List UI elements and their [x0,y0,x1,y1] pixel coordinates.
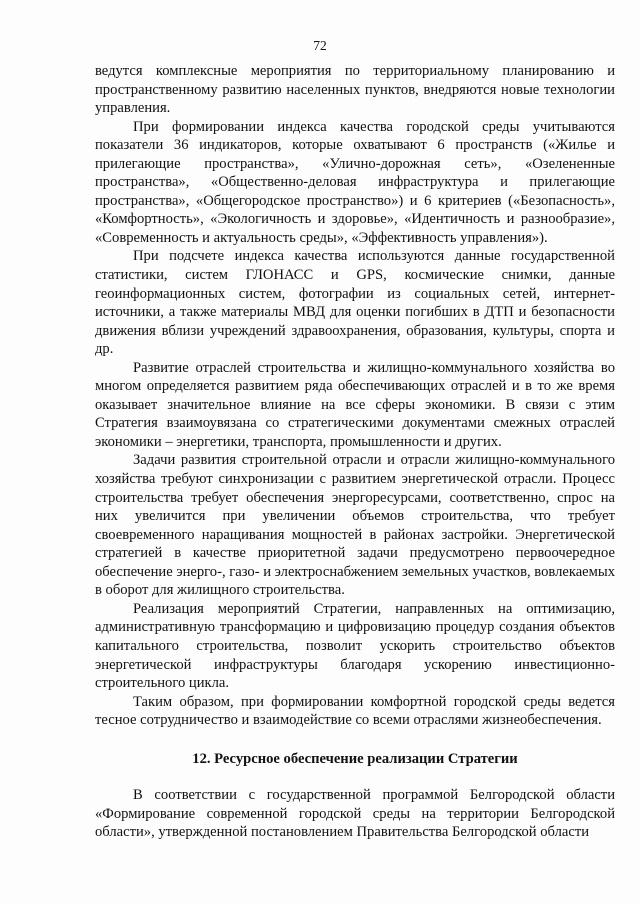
page-number: 72 [313,38,327,53]
paragraph-7: Таким образом, при формировании комфортной городской среды ведется тесное сотрудничество и взаимодействие со всеми отраслями жизнеобеспечения. [95,693,615,729]
paragraph-6: Реализация мероприятий Стратегии, направленных на оптимизацию, административную трансформацию и цифровизацию процедур создания объектов капитального строительства, позволит ускорить строительство объектов энергетической инфраструктуры благодаря ускорению инвестиционно-строительного цикла. [95,600,615,692]
paragraph-4: Развитие отраслей строительства и жилищно-коммунального хозяйства во многом определяется развитием ряда обеспечивающих отраслей и в то же время оказывает значительное влияние на все сферы экономики. В связи с этим Стратегия взаимоувязана со стратегическими документами смежных отраслей экономики – энергетики, транспорта, промышленности и других. [95,359,615,450]
paragraph-1: ведутся комплексные мероприятия по территориальному планированию и пространственному развитию населенных пунктов, внедряются новые технологии управления. [95,63,615,117]
paragraph-2: При формировании индекса качества городской среды учитываются показатели 36 индикаторов, которые охватывают 6 пространств («Жилье и прилегающие пространства», «Улично-дорожная сеть», «Озелененные пространства», «Общественно-деловая инфраструктура и прилегающие пространства», «Общегородское пространство») и 6 критериев («Безопасность», «Комфортность», «Экологичность и здоровье», «Идентичность и разнообразие», «Современность и актуальность среды», «Эффективность управления»). [95,118,615,246]
paragraph-5: Задачи развития строительной отрасли и отрасли жилищно-коммунального хозяйства требуют синхронизации с развитием энергетической отрасли. Процесс строительства требует обеспечения энергоресурсами, соответственно, спрос на них увеличится при увеличении объемов строительства, что требует своевременного наращивания мощностей в районах застройки. Энергетической стратегией в качестве приоритетной задачи предусмотрено первоочередное обеспечение энерго-, газо- и электроснабжением земельных участков, вовлекаемых в оборот для жилищного строительства. [95,452,615,599]
section-heading: 12. Ресурсное обеспечение реализации Стратегии [192,750,518,767]
section-paragraph: В соответствии с государственной программой Белгородской области «Формирование современной городской среды на территории Белгородской области», утвержденной постановлением Правительства Белгородской области [95,787,615,841]
page-content [95,62,615,842]
paragraph-3: При подсчете индекса качества используются данные государственной статистики, систем ГЛОНАСС и GPS, космические снимки, данные геоинформационных систем, фотографии из социальных сетей, интернет-источники, а также материалы МВД для оценки погибших в ДТП и безопасности движения вблизи учреждений здравоохранения, образования, культуры, спорта и др. [95,248,615,358]
